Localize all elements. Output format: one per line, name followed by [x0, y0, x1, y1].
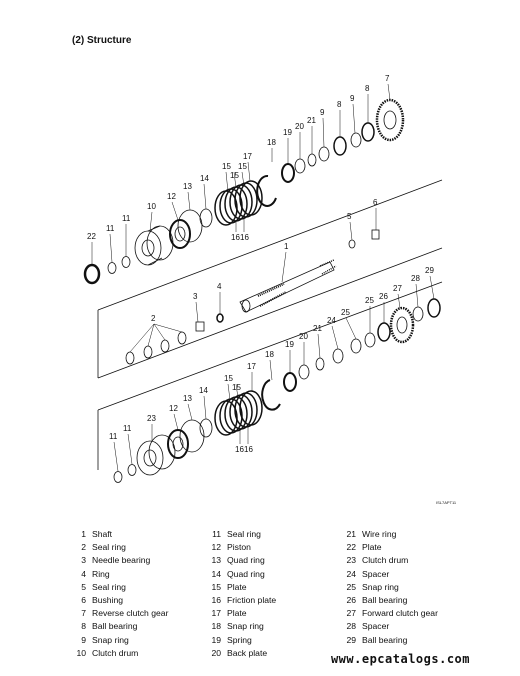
legend-number: 17 — [211, 608, 221, 619]
callout: 9 — [350, 94, 355, 103]
callout: 20 — [295, 122, 304, 131]
callout: 22 — [87, 232, 96, 241]
legend-part-name: Clutch drum — [92, 647, 139, 658]
parts-legend — [68, 528, 468, 660]
legend-part-name: Bushing — [92, 594, 124, 605]
callout: 18 — [267, 138, 276, 147]
callout: 19 — [283, 128, 292, 137]
part-12-piston-2 — [168, 430, 188, 458]
callout: 25 — [341, 308, 350, 317]
callout: 21 — [313, 324, 322, 333]
part-11-seal-ring-4 — [114, 472, 122, 483]
part-23-clutch-drum — [137, 435, 175, 475]
legend-item — [203, 568, 276, 581]
callout: 15 — [222, 162, 231, 171]
legend-number: 4 — [81, 568, 86, 579]
callout: 8 — [337, 100, 342, 109]
part-18-snap-ring — [257, 176, 276, 206]
part-22-plate — [85, 265, 99, 283]
callout: 11 — [123, 424, 132, 433]
legend-part-name: Quad ring — [227, 568, 265, 579]
part-21-wire-ring-2 — [316, 358, 324, 370]
callout: 5 — [347, 212, 352, 221]
callout: 20 — [299, 332, 308, 341]
legend-item — [338, 634, 438, 647]
part-25-snap-ring-2 — [351, 339, 361, 353]
legend-item — [203, 581, 276, 594]
part-20-back-plate-2 — [299, 365, 309, 379]
part-3-needle-bearing — [196, 322, 204, 331]
legend-number: 5 — [81, 581, 86, 592]
part-6-bushing — [372, 230, 379, 239]
callout: 15 — [232, 383, 241, 392]
part-2-seal-ring-b — [144, 346, 152, 358]
part-26-ball-bearing — [378, 323, 390, 341]
legend-item — [203, 541, 276, 554]
part-27-forward-clutch-gear — [391, 308, 413, 342]
legend-part-name: Plate — [227, 608, 247, 619]
callout: 4 — [217, 282, 222, 291]
legend-item — [338, 554, 438, 567]
part-11-seal-ring-2 — [122, 257, 130, 268]
legend-part-name: Wire ring — [362, 529, 397, 539]
callout: 10 — [147, 202, 156, 211]
part-7-reverse-clutch-gear — [377, 100, 403, 140]
legend-item — [203, 607, 276, 620]
legend-number: 9 — [81, 634, 86, 645]
callout: 16 — [240, 233, 249, 242]
legend-item — [338, 607, 438, 620]
callout: 7 — [385, 74, 390, 83]
callout: 16 — [244, 445, 253, 454]
callout: 16 — [231, 233, 240, 242]
legend-item — [68, 607, 168, 620]
callout: 17 — [247, 362, 256, 371]
callout: 27 — [393, 284, 402, 293]
callout: 21 — [307, 116, 316, 125]
legend-number: 14 — [211, 568, 221, 579]
legend-number: 19 — [211, 634, 221, 645]
legend-number: 12 — [211, 542, 221, 553]
figure-code: ISL7APT11 — [436, 500, 457, 505]
callout: 12 — [167, 192, 176, 201]
legend-part-name: Spring — [227, 634, 252, 645]
part-9-snap-ring-2 — [351, 133, 361, 147]
legend-part-name: Friction plate — [227, 594, 277, 605]
callout: 15 — [224, 374, 233, 383]
legend-item — [68, 541, 168, 554]
callout: 11 — [122, 214, 131, 223]
callout: 16 — [235, 445, 244, 454]
legend-item — [68, 634, 168, 647]
legend-part-name: Clutch drum — [362, 555, 409, 566]
legend-number: 18 — [211, 621, 221, 632]
callout: 23 — [147, 414, 156, 423]
legend-item — [203, 554, 276, 567]
legend-part-name: Ball bearing — [92, 621, 138, 632]
legend-number: 6 — [81, 594, 86, 605]
part-20-back-plate — [295, 159, 305, 173]
legend-item — [338, 541, 438, 554]
legend-number: 11 — [212, 529, 221, 539]
part-2-seal-ring-d — [178, 332, 186, 344]
legend-part-name: Ball bearing — [362, 594, 408, 605]
legend-number: 26 — [346, 594, 356, 605]
legend-part-name: Snap ring — [227, 621, 264, 632]
frame-line-lower — [98, 282, 442, 410]
part-2-seal-ring-a — [126, 352, 134, 364]
callout: 6 — [373, 198, 378, 207]
legend-item — [203, 620, 276, 633]
legend-column-3 — [338, 528, 438, 647]
legend-part-name: Quad ring — [227, 555, 265, 566]
legend-number: 3 — [81, 555, 86, 566]
legend-number: 7 — [81, 608, 86, 619]
frame-line-upper — [98, 180, 442, 310]
legend-item — [68, 594, 168, 607]
callout: 29 — [425, 266, 434, 275]
callout: 2 — [151, 314, 156, 323]
legend-item — [203, 634, 276, 647]
part-25-snap-ring — [365, 333, 375, 347]
legend-part-name: Reverse clutch gear — [92, 608, 169, 619]
callout: 13 — [183, 182, 192, 191]
callout: 24 — [327, 316, 336, 325]
watermark-url: www.epcatalogs.com — [330, 652, 470, 666]
legend-part-name: Needle bearing — [92, 555, 151, 566]
legend-item — [68, 554, 168, 567]
legend-part-name: Snap ring — [362, 581, 399, 592]
legend-item — [68, 620, 168, 633]
legend-part-name: Plate — [227, 581, 247, 592]
part-11-seal-ring — [108, 263, 116, 274]
legend-item — [338, 568, 438, 581]
legend-column-2 — [203, 528, 276, 660]
part-8-ball-bearing-2 — [362, 123, 374, 141]
callout: 13 — [183, 394, 192, 403]
part-4-ring — [217, 314, 223, 322]
part-9-snap-ring — [319, 147, 329, 161]
legend-number: 13 — [211, 555, 221, 566]
part-13-quad-ring-2 — [180, 420, 204, 452]
part-21-wire-ring — [308, 154, 316, 166]
legend-part-name: Ball bearing — [362, 634, 408, 645]
legend-number: 27 — [346, 608, 356, 619]
callout: 19 — [285, 340, 294, 349]
part-5-seal-ring — [349, 240, 355, 248]
legend-number: 16 — [211, 594, 221, 605]
part-14-quad-ring-2 — [200, 419, 212, 437]
legend-part-name: Seal ring — [227, 529, 261, 539]
legend-item — [338, 581, 438, 594]
part-8-ball-bearing — [334, 137, 346, 155]
legend-number: 28 — [346, 621, 356, 632]
callout: 3 — [193, 292, 198, 301]
legend-part-name: Plate — [362, 542, 382, 553]
legend-item — [338, 620, 438, 633]
legend-part-name: Forward clutch gear — [362, 608, 438, 619]
legend-item — [203, 528, 276, 541]
legend-item — [68, 647, 168, 660]
legend-part-name: Seal ring — [92, 542, 126, 553]
callout: 17 — [243, 152, 252, 161]
legend-item — [68, 568, 168, 581]
part-24-spacer — [333, 349, 343, 363]
callout: 28 — [411, 274, 420, 283]
callout: 9 — [320, 108, 325, 117]
legend-number: 10 — [76, 647, 86, 658]
legend-number: 1 — [81, 529, 86, 539]
parts-15-17-plate-stack — [215, 181, 262, 225]
callout: 11 — [109, 432, 118, 441]
parts-15-17-plate-stack-2 — [215, 391, 262, 435]
legend-item — [338, 528, 438, 541]
callout: 14 — [200, 174, 209, 183]
legend-number: 22 — [346, 542, 356, 553]
legend-part-name: Seal ring — [92, 581, 126, 592]
part-19-spring — [282, 164, 294, 182]
legend-number: 8 — [81, 621, 86, 632]
callout: 14 — [199, 386, 208, 395]
callout: 1 — [284, 242, 289, 251]
legend-part-name: Snap ring — [92, 634, 129, 645]
callout: 26 — [379, 292, 388, 301]
legend-number: 25 — [346, 581, 356, 592]
part-29-ball-bearing — [428, 299, 440, 317]
legend-number: 15 — [211, 581, 221, 592]
part-10-clutch-drum — [135, 226, 173, 265]
legend-part-name: Piston — [227, 542, 251, 553]
legend-item — [68, 528, 168, 541]
part-11-seal-ring-3 — [128, 465, 136, 476]
part-14-quad-ring — [200, 209, 212, 227]
legend-number: 24 — [346, 568, 356, 579]
callout: 11 — [106, 224, 115, 233]
legend-part-name: Spacer — [362, 621, 390, 632]
legend-number: 2 — [81, 542, 86, 553]
callout: 15 — [238, 162, 247, 171]
legend-number: 23 — [346, 555, 356, 566]
legend-number: 21 — [346, 529, 356, 539]
legend-part-name: Shaft — [92, 529, 113, 539]
part-18-snap-ring-2 — [262, 380, 280, 410]
callout: 15 — [230, 171, 239, 180]
legend-column-1 — [68, 528, 168, 660]
legend-item — [203, 647, 276, 660]
callout: 18 — [265, 350, 274, 359]
legend-part-name: Ring — [92, 568, 110, 579]
callout: 25 — [365, 296, 374, 305]
part-1-shaft — [240, 260, 336, 312]
legend-item — [338, 594, 438, 607]
legend-item — [68, 581, 168, 594]
legend-number: 20 — [211, 647, 221, 658]
callout: 8 — [365, 84, 370, 93]
part-2-seal-ring-c — [161, 340, 169, 352]
legend-part-name: Back plate — [227, 647, 268, 658]
legend-part-name: Spacer — [362, 568, 390, 579]
callout: 12 — [169, 404, 178, 413]
part-19-spring-2 — [284, 373, 296, 391]
part-28-spacer — [413, 307, 423, 321]
section-title: (2) Structure — [72, 35, 132, 46]
legend-number: 29 — [346, 634, 356, 645]
legend-item — [203, 594, 276, 607]
